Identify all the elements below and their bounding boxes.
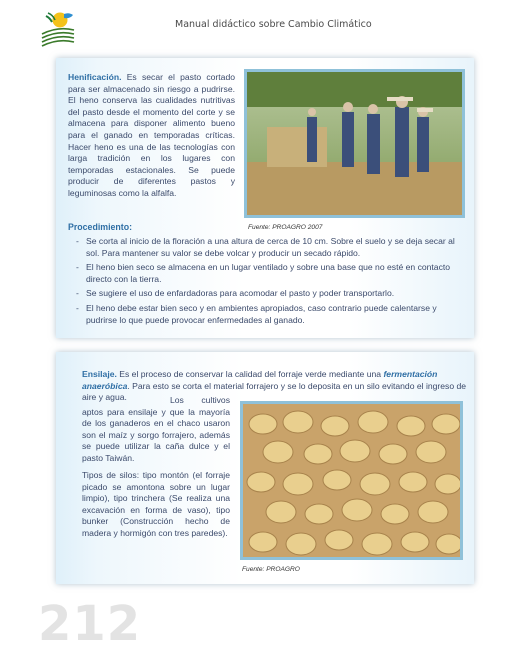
page-number: 212 — [38, 596, 142, 652]
hay-field-photo — [244, 69, 465, 218]
ensilaje-heading: Ensilaje. — [82, 369, 117, 379]
ensilaje-intro: Ensilaje. Es el proceso de conservar la calidad del forraje verde mediante una fermentación anaeróbica. Para esto se corta el material forrajero y se lo deposita en un silo evitando el ingreso de aire y agua. — [82, 369, 467, 403]
list-item: - Se corta al inicio de la floración a una altura de cerca de 10 cm. Sobre el suelo y se deja secar al sol. Para mantener su valor se debe volcar y producir un secado rápido. — [76, 236, 458, 259]
photo1-caption: Fuente: PROAGRO 2007 — [248, 224, 323, 231]
henificacion-paragraph — [68, 72, 235, 200]
sun-field-logo-icon — [40, 8, 76, 48]
list-item: - El heno bien seco se almacena en un lugar ventilado y sobre una base que no esté en contacto directo con la tierra. — [76, 262, 458, 285]
cultivos-paragraph: Los cultivos aptos para ensilaje y que la mayoría de los ganaderos en el chaco usaron son el maíz y sorgo forrajero, además se puede utilizar la caña dulce y el pasto Taiwán. — [82, 395, 230, 463]
henificacion-text: Es secar el pasto cortado para ser almacenado sin riesgo a pudrirse. El heno conserva las cualidades nutritivas del pasto desde el momento del corte y se almacena para disponer alimento bueno para el ganado en temporadas críticas. Hacer heno es una de las tecnologías con larga tradición en los lugares con temporadas estacionales. Se puede producir de diferentes pastos y leguminosas como la alfalfa. — [68, 72, 235, 198]
list-item: - El heno debe estar bien seco y en ambientes apropiados, caso contrario puede calentarse y pudrirse lo que puede provocar enfermedades al ganado. — [76, 303, 458, 326]
procedimiento-heading: Procedimiento: — [68, 222, 133, 232]
photo2-caption: Fuente: PROAGRO — [242, 566, 300, 573]
fermentacion-emphasis: fermentación anaeróbica — [82, 369, 438, 391]
henificacion-heading: Henificación. — [68, 72, 122, 82]
procedimiento-list — [76, 236, 458, 329]
tipos-silos-paragraph: Tipos de silos: tipo montón (el forraje picado se amontona sobre un lugar limpio), tipo trinchera (Se realiza una excavación en forma de vaso), tipo bunker (Construcción hecho de madera y hormigón con tres paredes). — [82, 470, 230, 538]
list-item: - Se sugiere el uso de enfardadoras para acomodar el pasto y poder transportarlo. — [76, 288, 458, 300]
silage-photo — [240, 401, 463, 560]
page-header-title: Manual didáctico sobre Cambio Climático — [175, 19, 372, 30]
